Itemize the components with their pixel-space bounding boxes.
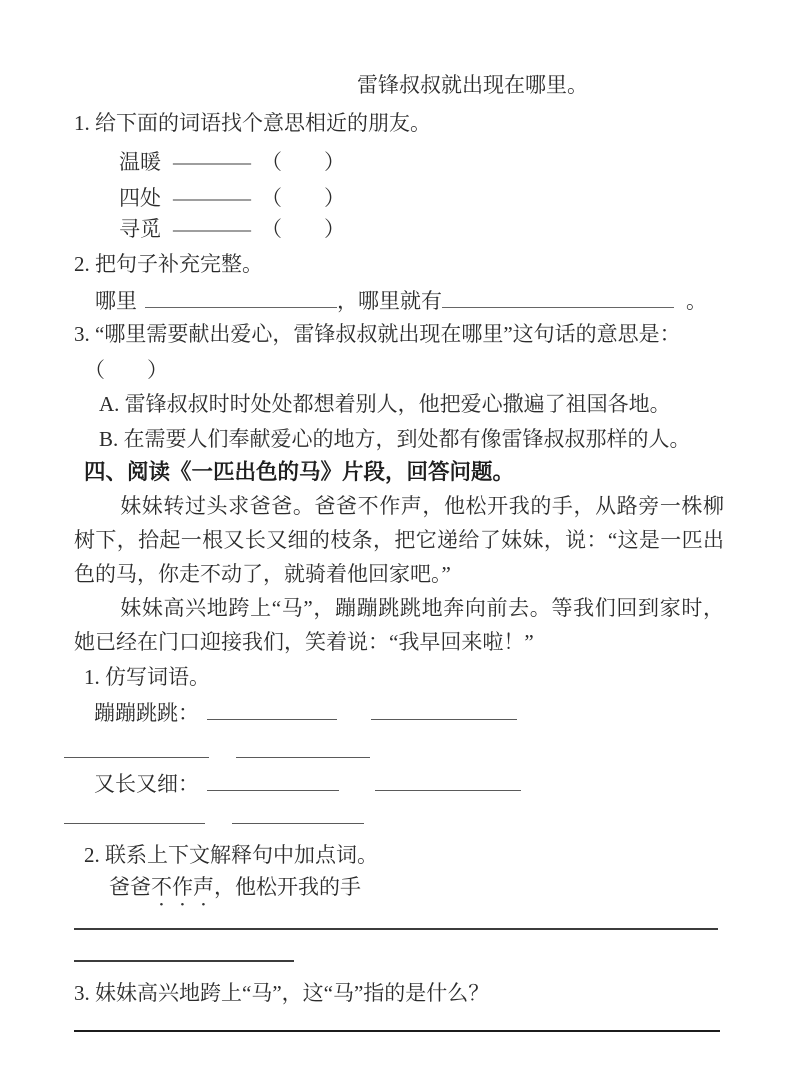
synonym-word: 四处 [119, 186, 161, 210]
synonym-item [119, 216, 345, 242]
blank-line [64, 736, 209, 758]
blank-line [442, 286, 674, 308]
answer-line [74, 960, 294, 962]
subquestion-3-heading: 3. 妹妹高兴地跨上“马”，这“马”指的是什么？ [74, 981, 490, 1005]
subquestion-1-heading: 1. 仿写词语。 [84, 665, 210, 689]
connector-dash: ———— [173, 150, 249, 174]
blank-line [371, 698, 517, 720]
blank-line [375, 769, 521, 791]
blank-line [236, 736, 370, 758]
answer-parentheses: （ ） [261, 217, 345, 241]
poem-line: 雷锋叔叔就出现在哪里。 [357, 73, 588, 97]
fill-sentence [95, 286, 707, 314]
subquestion-2-heading: 2. 联系上下文解释句中加点词。 [84, 843, 378, 867]
word-imitation-blank-row [64, 802, 364, 830]
blank-line [207, 769, 339, 791]
sentence-after: ，他松开我的手 [214, 875, 361, 899]
answer-parentheses: （ ） [261, 150, 345, 174]
dotted-sentence [109, 874, 361, 911]
question-1-heading: 1. 给下面的词语找个意思相近的朋友。 [74, 111, 431, 135]
option-a: A. 雷锋叔叔时时处处都想着别人，他把爱心撒遍了祖国各地。 [99, 392, 671, 416]
section-4-heading: 四、阅读《一匹出色的马》片段，回答问题。 [84, 460, 515, 484]
passage-paragraph: 妹妹转过头求爸爸。爸爸不作声，他松开我的手，从路旁一株柳树下，拾起一根又长又细的枝条，把它递给了妹妹，说：“这是一匹出色的马，你走不动了，就骑着他回家吧。” [74, 494, 724, 586]
fill-suffix: 。 [686, 289, 707, 313]
answer-parentheses: （ ） [261, 186, 345, 210]
option-b: B. 在需要人们奉献爱心的地方，到处都有像雷锋叔叔那样的人。 [99, 427, 691, 451]
answer-line [74, 1030, 720, 1032]
sentence-before: 爸爸 [109, 875, 151, 899]
question-3-heading: 3. “哪里需要献出爱心，雷锋叔叔就出现在哪里”这句话的意思是： [74, 322, 681, 346]
question-2-heading: 2. 把句子补充完整。 [74, 252, 263, 276]
blank-line [232, 802, 364, 824]
answer-line [74, 928, 718, 930]
word-imitation-label: 又长又细： [94, 772, 199, 796]
blank-line [64, 802, 205, 824]
fill-middle: ，哪里就有 [337, 289, 442, 313]
blank-line [207, 698, 337, 720]
connector-dash: ———— [173, 217, 249, 241]
fill-prefix: 哪里 [95, 289, 137, 313]
connector-dash: ———— [173, 186, 249, 210]
passage-paragraph: 妹妹高兴地跨上“马”，蹦蹦跳跳地奔向前去。等我们回到家时，她已经在门口迎接我们，笑着说：“我早回来啦！” [74, 596, 724, 654]
blank-line [145, 286, 337, 308]
word-imitation-label: 蹦蹦跳跳： [94, 701, 199, 725]
synonym-item [119, 149, 345, 175]
answer-parentheses: （ ） [84, 358, 168, 382]
synonym-word: 温暖 [119, 150, 161, 174]
emphasized-dotted-words: 不作声 [151, 875, 214, 899]
reading-passage [74, 489, 724, 659]
word-imitation-row [94, 769, 521, 797]
synonym-item [119, 185, 345, 211]
word-imitation-blank-row [64, 736, 370, 764]
synonym-word: 寻觅 [119, 217, 161, 241]
word-imitation-row [94, 698, 517, 726]
